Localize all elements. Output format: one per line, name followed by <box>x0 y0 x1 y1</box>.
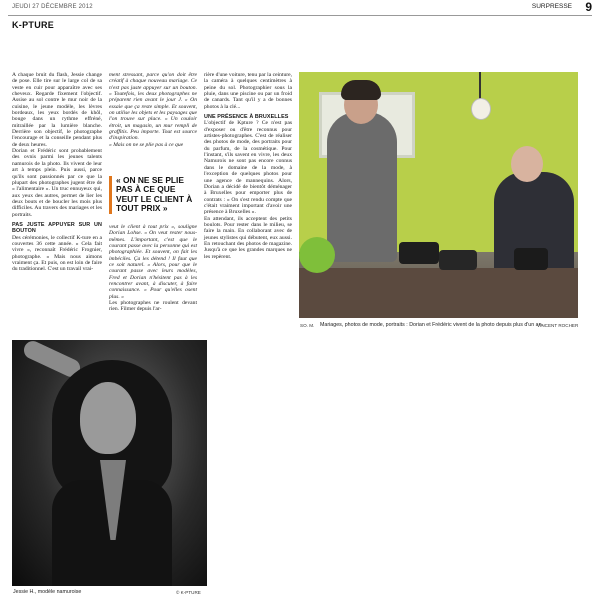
issue-date: JEUDI 27 DÉCEMBRE 2012 <box>12 4 93 10</box>
lamp-cord <box>479 72 481 100</box>
light-bulb <box>471 98 491 120</box>
photographer-seated-head <box>511 146 543 182</box>
paragraph: « Mais on ne se plie pas à ce que <box>109 141 184 148</box>
camera <box>514 248 548 270</box>
portrait-caption: Jessie H., modèle namuroise <box>13 589 82 595</box>
table <box>299 268 578 318</box>
pull-quote: « ON NE SE PLIE PAS À CE QUE VEUT LE CLIENT À TOUT PRIX » <box>109 176 199 214</box>
photographers-photo <box>299 72 578 318</box>
page-number: 9 <box>585 0 592 14</box>
paragraph: L'objectif de Kpture ? Ce n'est pas d'exposer ou d'être reconnus pour artistes-photographes. C'est de réaliser des photos de mode, des portraits pour du parfum, de la cosmétique. Pour l'instant, s'ils savent en vivre, les deux Namurois ne sont pas encore connus dans le domaine de la mode, à l'exception de quelques photos pour une agence de mannequins. Alors, Dorian a décidé de bientôt déménager à Bruxelles pour emporter plus de contrats : « On s'est rendu compte que c'était vraiment important d'avoir une présence à Bruxelles ». <box>204 120 292 216</box>
article-column-1 <box>12 72 102 273</box>
camera <box>399 242 439 264</box>
photo-caption: Mariages, photos de mode, portraits : Dorian et Frédéric vivent de la photo depuis plus d'un an. <box>320 322 544 328</box>
paragraph: Des cérémonies, le collectif K-ture en a couvertes 36 cette année. « Cela fait vivre », reconnaît Frédéric Frognier, photographe. « Mais nous aimons vraiment ça. Et puis, on est loin de faire du traditionnel. C'est un travail vrai- <box>12 234 102 273</box>
subheading: UNE PRÉSENCE À BRUXELLES <box>204 114 289 121</box>
camera <box>439 250 477 270</box>
article-column-2-continued <box>109 224 197 313</box>
model-face <box>80 382 136 454</box>
paragraph: rière d'une voiture, tenu par la ceinture, la caméra à quelques centimètres à peine du sol. Photographier sous la pluie, dans une piscine ou par un froid de canards. Tant qu'il y a de bonnes photos à la clé... <box>204 72 292 110</box>
paragraph: Les photographes ne roulent devant rien. Filmer depuis l'ar- <box>109 300 197 313</box>
portrait-credit: © K-PTURE <box>176 590 201 595</box>
green-ball <box>299 237 335 273</box>
paragraph: En attendant, ils acceptent des petits boulots. Pour rester dans le milieu, se faire la main. En collaborant avec de jeunes stylistes qui débutent, eux aussi. En retouchant des photos de magazine. Jusqu'à ce que les grandes marques ne les repèrent. <box>204 215 292 260</box>
article-column-2 <box>109 72 197 148</box>
header-rule <box>8 15 592 16</box>
paragraph: Dorian et Frédéric sont probablement des ovnis parmi les jeunes talents namurois de la photo. Ils vivent de leur art à temps plein. Puis aussi, parce qu'ils sont passionnés par ce que la plupart des photographes jugent être de « l'alimentaire ». Un truc ennuyeux qui, aux yeux des autres, permet de lier les deux bouts et de boucler les mois plus difficiles. Au travers des mariages et les portraits. <box>12 148 102 218</box>
section-kicker: K-PTURE <box>12 20 55 30</box>
paragraph: ment stressant, parce qu'on doit être créatif à chaque nouveau mariage. Ce n'est pas juste appuyer sur un bouton. » Toutefois, les deux photographes ne préparent rien avant le jour J. « On essaie que ça reste simple. Et souvent, on utilise les objets et les paysages que l'on trouve sur place. » Un couloir étroit, un magasin, un mur rempli de graffitis. Peu importe. Tout est source d'inspiration. <box>109 72 197 142</box>
photo-credit-right: VINCENT ROCHER <box>537 323 579 328</box>
photographer-standing <box>327 112 397 262</box>
section-name: SURPRESSE <box>531 3 572 10</box>
photo-credit-left: SO. M. <box>300 323 315 328</box>
paragraph: A chaque bruit du flash, Jessie change de pose. Elle tire sur le large col de sa veste en cuir pour apparaître avec ses cheveux. Regarde fixement l'objectif. Assise au sol contre le mur noir de la cuisine, le jeune modèle, les lèvres bordeaux, les yeux bordés de khôl, bouge dans un rythme effréné, mitraillée par la lumière blanche. Derrière son objectif, le photographe l'encourage et la conseille pendant plus de deux heures. <box>12 72 102 148</box>
paragraph: veut le client à tout prix », souligne Dorian Lohse. « On veut rester nous-mêmes. L'important, c'est que le courant passe avec la personne qui est photographiée. Et souvent, on fait les imbéciles. Ça les détend ! Il faut que ce soit naturel. » Alors, pour que le courant passe avec leurs modèles, Fred et Dorian n'hésitent pas à les rencontrer avant, à discuter, à faire connaissance. « Pour qu'elles osent plus. » <box>109 224 197 300</box>
subheading: PAS JUSTE APPUYER SUR UN BOUTON <box>12 221 102 235</box>
photographer-standing-hair <box>341 80 381 100</box>
article-column-3 <box>204 72 292 260</box>
model-portrait-photo <box>12 340 207 586</box>
